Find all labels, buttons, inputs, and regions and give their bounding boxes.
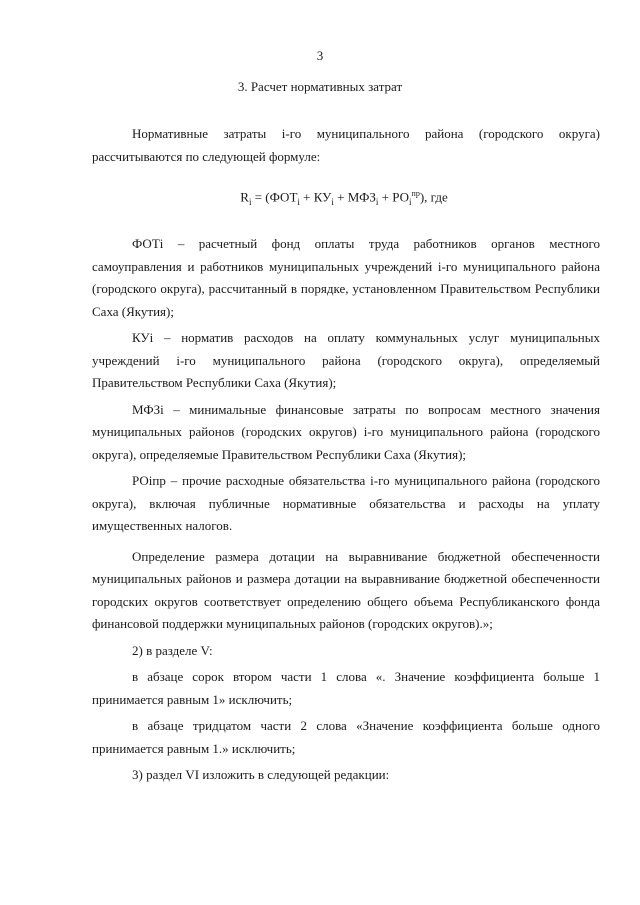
body-text — [92, 233, 600, 787]
paragraph-section-v: 2) в разделе V: — [132, 642, 213, 658]
intro-block — [92, 123, 600, 168]
paragraph-part1: в абзаце сорок втором части 1 слова «. Значение коэффициента больше 1 принимается равным 1» исключить; — [92, 669, 600, 707]
paragraph-fot: ФОТi – расчетный фонд оплаты труда работников органов местного самоуправления и работников муниципальных учреждений i-го муниципального района (городского округа), рассчитанный в порядке, установленном Правительством Республики Саха (Якутия); — [92, 236, 600, 319]
paragraph-part2: в абзаце тридцатом части 2 слова «Значение коэффициента больше одного принимается равным 1.» исключить; — [92, 718, 600, 756]
paragraph-mfz: МФЗi – минимальные финансовые затраты по вопросам местного значения муниципальных районов (городских округов) i-го муниципального района (городского округа), определяемые Правительством Республики Саха (Якутия); — [92, 401, 600, 462]
section-heading: 3. Расчет нормативных затрат — [237, 79, 403, 94]
paragraph-definition: Определение размера дотации на выравнивание бюджетной обеспеченности муниципальных районов и размера дотации на выравнивание бюджетной обеспеченности городских округов соответствует определению общего объема Республиканского фонда финансовой поддержки муниципальных районов (городских округов).»; — [92, 548, 600, 631]
paragraph-ro: РОiпр – прочие расходные обязательства i-го муниципального района (городского округа), включая публичные нормативные обязательства и расходы на уплату имущественных налогов. — [92, 473, 600, 533]
page-number: 3 — [316, 48, 324, 63]
intro-paragraph: Нормативные затраты i-го муниципального района (городского округа) рассчитываются по следующей формуле: — [92, 126, 600, 164]
paragraph-ku: КУi – норматив расходов на оплату коммунальных услуг муниципальных учреждений i-го муниципального района (городского округа), определяемый Правительством Республики Саха (Якутия); — [92, 330, 600, 390]
paragraph-section-vi: 3) раздел VI изложить в следующей редакции: — [132, 767, 390, 782]
formula: $R_i = (ФОТ_i + КУ_i + МФЗ_i + РО_i^{пр})$, где — [240, 189, 448, 207]
